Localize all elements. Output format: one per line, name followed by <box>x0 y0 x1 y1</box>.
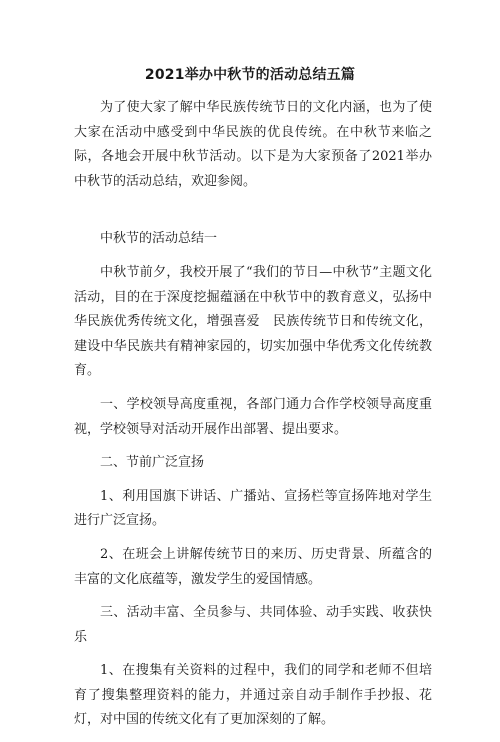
document-title: 2021举办中秋节的活动总结五篇 <box>144 67 356 83</box>
paragraph-spacer <box>74 203 432 227</box>
list-item: 一、学校领导高度重视，各部门通力合作学校领导高度重视，学校领导对活动开展作出部署、提出要求。 <box>74 396 432 437</box>
intro-paragraph: 为了使大家了解中华民族传统节日的文化内涵，也为了使大家在活动中感受到中华民族的优良传统。在中秋节来临之际，各地会开展中秋节活动。以下是为大家预备了2021举办中秋节的活动总结，欢迎参阅。 <box>74 100 432 189</box>
section-heading: 中秋节的活动总结一 <box>100 231 218 247</box>
list-item: 2、在班会上讲解传统节日的来历、历史背景、所蕴含的丰富的文化底蕴等，激发学生的爱国情感。 <box>74 546 432 587</box>
list-item: 1、利用国旗下讲话、广播站、宣扬栏等宣扬阵地对学生进行广泛宣扬。 <box>74 488 432 529</box>
list-heading: 二、节前广泛宣扬 <box>100 455 205 471</box>
list-heading: 三、活动丰富、全员参与、共同体验、动手实践、收获快乐 <box>74 605 432 645</box>
document-body <box>74 96 432 742</box>
body-paragraph: 中秋节前夕，我校开展了“我们的节日—中秋节”主题文化活动，目的在于深度挖掘蕴涵在中秋节中的教育意义，弘扬中华民族优秀传统文化，增强喜爱 民族传统节日和传统文化，建设中华民族共有精神家园的，切实加强中华优秀文化传统教育。 <box>74 264 432 379</box>
list-item: 1、在搜集有关资料的过程中，我们的同学和老师不但培育了搜集整理资料的能力，并通过亲自动手制作手抄报、花灯，对中国的传统文化有了更加深刻的了解。 <box>74 663 432 728</box>
